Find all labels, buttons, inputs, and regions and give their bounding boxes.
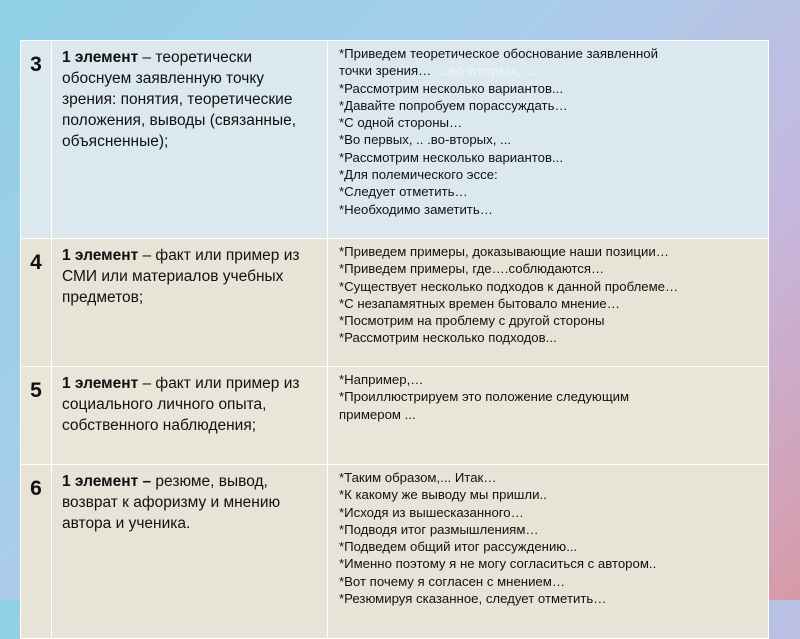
phrase: *Необходимо заметить… <box>339 201 493 217</box>
table-row <box>21 367 769 465</box>
element-text: резюме, вывод, возврат к афоризму и мнению автора и ученика. <box>62 473 281 532</box>
phrase: *Посмотрим на проблему с другой стороны <box>339 313 605 329</box>
phrase: *Приведем теоретическое обоснование заявленной <box>339 46 659 61</box>
phrase-list <box>328 367 769 465</box>
element-description <box>52 465 328 639</box>
row-number: 5 <box>21 367 52 465</box>
row-number: 6 <box>21 465 52 639</box>
phrase-list <box>328 239 769 367</box>
table-row <box>21 465 769 639</box>
element-text: – теоретически обоснуем заявленную точку зрения: понятия, теоретические положения, выводы (связанные, объясненные); <box>62 49 297 150</box>
element-label: 1 элемент <box>62 247 139 264</box>
phrase: *Рассмотрим несколько вариантов... <box>339 80 563 96</box>
element-label: 1 элемент <box>62 375 139 392</box>
element-label: 1 элемент – <box>62 473 152 490</box>
phrase: *Резюмируя сказанное, следует отметить… <box>339 591 607 607</box>
phrase: *Подводя итог размышлениям… <box>339 521 539 537</box>
phrase: *Рассмотрим несколько вариантов... <box>339 149 563 165</box>
phrase: *С одной стороны… <box>339 115 463 131</box>
phrase: *Рассмотрим несколько подходов... <box>339 330 557 346</box>
phrase-faint-suffix: …во-вторых, ... <box>434 63 536 79</box>
table-row <box>21 239 769 367</box>
phrase: *Подведем общий итог рассуждению... <box>339 539 578 555</box>
row-number: 3 <box>21 41 52 239</box>
row-number: 4 <box>21 239 52 367</box>
phrase: *Исходя из вышесказанного… <box>339 504 524 520</box>
phrase: *Давайте попробуем порассуждать… <box>339 97 568 113</box>
phrase: *К какому же выводу мы пришли.. <box>339 487 547 503</box>
phrase <box>339 62 762 79</box>
phrase: *Например,… <box>339 372 424 387</box>
element-description <box>52 41 328 239</box>
table-row <box>21 41 769 239</box>
phrase-list <box>328 41 769 239</box>
element-description <box>52 367 328 465</box>
phrase-start: точки зрения… <box>339 63 435 79</box>
phrase-list <box>328 465 769 639</box>
phrase: *Для полемического эссе: <box>339 167 498 183</box>
element-label: 1 элемент <box>62 49 139 66</box>
phrase: *Во первых, .. .во-вторых, ... <box>339 132 512 148</box>
phrase: *С незапамятных времен бытовало мнение… <box>339 295 620 311</box>
element-description <box>52 239 328 367</box>
phrase: *Именно поэтому я не могу согласиться с автором.. <box>339 556 657 572</box>
phrase: *Следует отметить… <box>339 184 468 200</box>
essay-structure-table <box>20 40 769 639</box>
phrase: *Приведем примеры, доказывающие наши позиции… <box>339 244 669 259</box>
phrase: *Вот почему я согласен с мнением… <box>339 573 566 589</box>
phrase: *Существует несколько подходов к данной проблеме… <box>339 278 679 294</box>
phrase: *Приведем примеры, где….соблюдаются… <box>339 261 605 277</box>
phrase: *Таким образом,... Итак… <box>339 470 497 485</box>
phrase: примером ... <box>339 406 416 422</box>
element-text: – факт или пример из СМИ или материалов учебных предметов; <box>62 247 300 306</box>
phrase: *Проиллюстрируем это положение следующим <box>339 389 630 405</box>
element-text: – факт или пример из социального личного опыта, собственного наблюдения; <box>62 375 300 434</box>
